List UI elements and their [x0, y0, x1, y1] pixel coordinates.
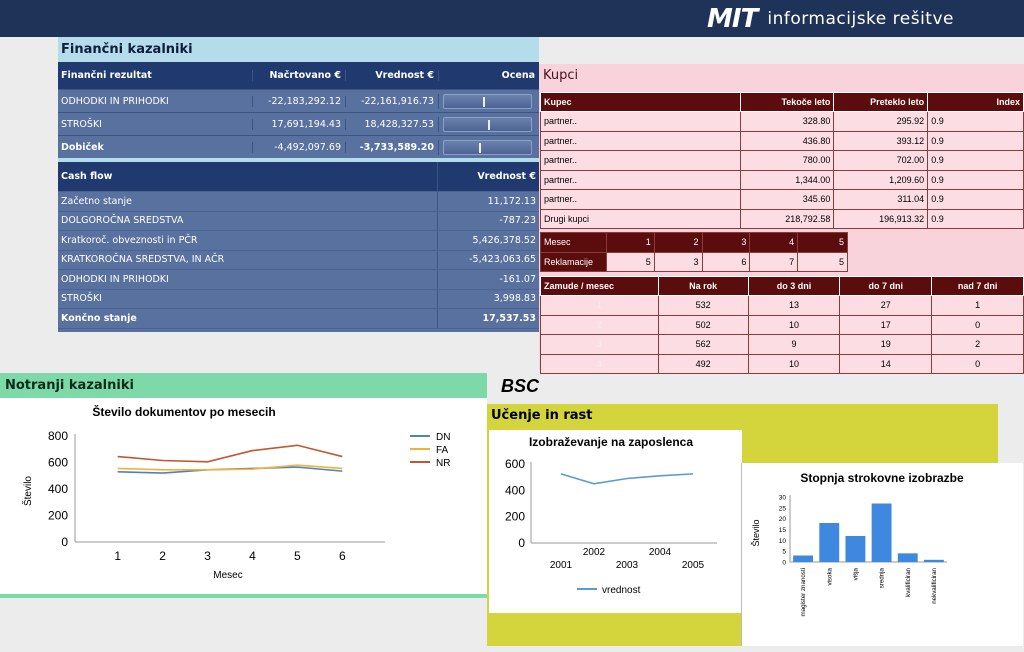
complaints-value: 7	[750, 252, 798, 272]
y-tick-label: 25	[778, 505, 786, 513]
header-cell: Zamude / mesec	[541, 277, 659, 296]
row-value: -787.23	[437, 212, 539, 231]
cashflow-row	[58, 251, 539, 271]
customer-value: 328.80	[741, 112, 834, 132]
cashflow-row	[58, 231, 539, 251]
customer-value: 0.9	[928, 131, 1024, 151]
row-label: Dobiček	[61, 141, 104, 153]
chart-title: Izobraževanje na zaposlenca	[528, 435, 694, 449]
x-tick-label: 2002	[582, 547, 606, 558]
x-tick-label: 2001	[549, 560, 573, 571]
header-cell: Na rok	[658, 277, 748, 296]
training-chart-container	[489, 430, 742, 613]
complaints-value: 6	[702, 252, 750, 272]
gauge-cell	[438, 140, 539, 155]
customer-value: 702.00	[834, 151, 928, 171]
customer-name: Drugi kupci	[541, 209, 741, 229]
month-cell: 5	[798, 233, 848, 253]
customer-value: 393.12	[834, 131, 928, 151]
x-tick-label: 2005	[681, 560, 705, 571]
series-line-vrednost	[561, 474, 693, 484]
delay-value: 10	[748, 354, 840, 374]
month-cell: 2	[654, 233, 702, 253]
delay-value: 1	[932, 296, 1024, 316]
bar	[819, 523, 839, 562]
row-value: 17,537.53	[437, 309, 539, 328]
month-cell: 3	[702, 233, 750, 253]
customer-value: 218,792.58	[741, 209, 834, 229]
delay-value: 14	[840, 354, 932, 374]
delay-value: 27	[840, 296, 932, 316]
customer-row	[541, 112, 1024, 132]
cashflow-header	[58, 162, 539, 192]
row-label: Končno stanje	[61, 312, 137, 324]
row-label: STROŠKI	[61, 293, 102, 305]
customer-name: partner..	[541, 170, 741, 190]
complaints-value: 5	[606, 252, 654, 272]
legend-label: DN	[436, 432, 451, 443]
x-tick-label: 2004	[648, 547, 672, 558]
bar	[898, 553, 918, 562]
customers-table	[540, 92, 1024, 229]
complaints-value: 5	[798, 252, 848, 272]
customer-value: 0.9	[928, 151, 1024, 171]
actual-value: -3,733,589.20	[345, 142, 438, 153]
actual-value: 18,428,327.53	[345, 119, 438, 130]
y-tick-label: 0	[518, 536, 525, 550]
customer-value: 311.04	[834, 190, 928, 210]
y-tick-label: 400	[47, 482, 68, 496]
customer-value: 0.9	[928, 190, 1024, 210]
month-cell: 3	[541, 335, 659, 355]
row-label: Začetno stanje	[61, 195, 132, 207]
delay-row	[541, 315, 1024, 335]
delay-value: 562	[658, 335, 748, 355]
chart-title: Število dokumentov po mesecih	[92, 405, 276, 419]
x-tick-label: višja	[852, 568, 860, 581]
header-cell: Ocena	[438, 70, 539, 81]
x-tick-label: nekvalificiran	[930, 568, 938, 604]
month-cell: 1	[606, 233, 654, 253]
delays-table	[540, 276, 1024, 374]
y-tick-label: 600	[504, 457, 525, 471]
customer-row	[541, 151, 1024, 171]
customer-value: 345.60	[741, 190, 834, 210]
y-tick-label: 5	[782, 548, 786, 556]
row-label: ODHODKI IN PRIHODKI	[61, 273, 169, 285]
y-tick-label: 0	[782, 559, 786, 567]
x-axis-label: Mesec	[213, 570, 243, 581]
legend-label: vrednost	[602, 585, 641, 596]
planned-value: -4,492,097.69	[252, 142, 345, 153]
bsc-label: BSC	[501, 376, 540, 396]
month-label: Mesec	[541, 233, 607, 253]
chart-title: Stopnja strokovne izobrazbe	[800, 471, 964, 485]
customer-name: partner..	[541, 190, 741, 210]
x-tick-label: magister znanosti	[800, 568, 808, 617]
header-cell: Vrednost €	[437, 162, 539, 191]
x-tick-label: kvalificiran	[904, 568, 912, 597]
top-bar	[0, 0, 1024, 37]
customer-value: 0.9	[928, 112, 1024, 132]
actual-value: -22,161,916.73	[345, 96, 438, 107]
delay-row	[541, 296, 1024, 316]
row-label: KRATKOROČNA SREDSTVA, IN AČR	[61, 254, 225, 266]
customer-value: 295.92	[834, 112, 928, 132]
y-axis-label: Število	[23, 475, 34, 507]
rating-gauge	[443, 94, 532, 109]
internal-indicators-panel	[0, 373, 487, 598]
customer-row	[541, 209, 1024, 229]
header-cell: Kupec	[541, 93, 741, 112]
complaints-value: 3	[654, 252, 702, 272]
training-per-employee-chart	[489, 430, 742, 613]
header-cell: Index	[928, 93, 1024, 112]
row-value: 5,426,378.52	[437, 231, 539, 250]
row-value: -5,423,063.65	[437, 251, 539, 270]
customer-value: 1,344.00	[741, 170, 834, 190]
delay-value: 13	[748, 296, 840, 316]
header-cell: Vrednost €	[345, 70, 438, 81]
y-tick-label: 400	[504, 483, 525, 498]
row-label: Kratkoroč. obveznosti in PČR	[61, 234, 198, 246]
planned-value: -22,183,292.12	[252, 96, 345, 107]
x-tick-label: 4	[249, 549, 256, 563]
delay-value: 492	[658, 354, 748, 374]
customer-value: 780.00	[741, 151, 834, 171]
y-tick-label: 200	[504, 509, 525, 524]
complaints-table	[540, 232, 848, 272]
delay-value: 17	[840, 315, 932, 335]
cashflow-row	[58, 270, 539, 290]
financial-result-row	[58, 136, 539, 162]
gauge-needle	[483, 97, 485, 107]
education-level-chart	[742, 463, 1024, 646]
y-tick-label: 20	[778, 516, 786, 524]
customer-row	[541, 190, 1024, 210]
y-tick-label: 200	[47, 508, 68, 523]
bar	[872, 504, 892, 563]
customer-name: partner..	[541, 131, 741, 151]
delay-value: 19	[840, 335, 932, 355]
y-tick-label: 10	[778, 537, 786, 545]
row-label: STROŠKI	[61, 118, 102, 130]
delay-row	[541, 354, 1024, 374]
legend-label: FA	[436, 445, 449, 456]
customer-value: 1,209.60	[834, 170, 928, 190]
gauge-cell	[438, 117, 539, 132]
x-tick-label: 1	[114, 549, 122, 563]
financial-result-header	[58, 62, 539, 90]
x-tick-label: 5	[294, 549, 301, 563]
month-cell: 4	[541, 354, 659, 374]
cashflow-row	[58, 309, 539, 329]
learning-growth-title: Učenje in rast	[491, 408, 593, 423]
financial-result-row	[58, 113, 539, 136]
internal-indicators-title: Notranji kazalniki	[0, 373, 487, 398]
customer-value: 0.9	[928, 170, 1024, 190]
kupci-panel-title: Kupci	[543, 68, 579, 83]
bar	[845, 536, 865, 562]
delay-row	[541, 335, 1024, 355]
customer-value: 196,913.32	[834, 209, 928, 229]
brand-logo	[707, 4, 954, 34]
header-cell: Cash flow	[61, 171, 113, 182]
rating-gauge	[443, 140, 532, 155]
education-chart-container	[741, 463, 1023, 646]
row-label: DOLGOROČNA SREDSTVA	[61, 215, 184, 227]
y-tick-label: 15	[778, 527, 786, 534]
header-cell: Načrtovano €	[252, 70, 345, 81]
delay-value: 0	[932, 315, 1024, 335]
header-cell: do 7 dni	[840, 277, 932, 296]
x-tick-label: 2003	[615, 560, 639, 571]
complaints-label: Reklamacije	[541, 252, 607, 272]
cashflow-row	[58, 212, 539, 232]
month-cell: 1	[541, 296, 659, 316]
brand-logo-text: informacijske rešitve	[767, 9, 954, 29]
x-tick-label: 6	[338, 549, 346, 563]
y-tick-label: 800	[47, 429, 68, 443]
delay-value: 532	[658, 296, 748, 316]
gauge-cell	[438, 94, 539, 109]
delay-value: 502	[658, 315, 748, 335]
cashflow-row	[58, 290, 539, 310]
row-value: 3,998.83	[437, 290, 539, 309]
financial-result-row	[58, 90, 539, 113]
bar	[924, 560, 944, 562]
header-cell: do 3 dni	[748, 277, 840, 296]
brand-logo-mark: MIT	[707, 4, 758, 34]
y-tick-label: 30	[778, 494, 786, 502]
cashflow-rows	[58, 192, 539, 329]
header-cell: Tekoče leto	[741, 93, 834, 112]
y-tick-label: 600	[47, 455, 68, 470]
customer-name: partner..	[541, 112, 741, 132]
cashflow-row	[58, 192, 539, 212]
customer-value: 436.80	[741, 131, 834, 151]
bar	[793, 556, 813, 563]
legend-label: NR	[436, 458, 451, 469]
series-line-nr	[118, 445, 343, 462]
header-cell: nad 7 dni	[932, 277, 1024, 296]
documents-per-month-chart	[0, 398, 487, 594]
financial-panel-title: Finančni kazalniki	[58, 37, 539, 62]
row-label: ODHODKI IN PRIHODKI	[61, 95, 169, 107]
y-tick-label: 0	[61, 535, 68, 549]
delay-value: 2	[932, 335, 1024, 355]
row-value: -161.07	[437, 270, 539, 289]
header-cell: Preteklo leto	[834, 93, 928, 112]
kupci-panel	[539, 64, 1024, 370]
header-cell: Finančni rezultat	[61, 70, 152, 81]
row-value: 11,172.13	[437, 192, 539, 211]
customer-value: 0.9	[928, 209, 1024, 229]
x-tick-label: 3	[204, 549, 211, 563]
customer-row	[541, 170, 1024, 190]
customer-row	[541, 131, 1024, 151]
x-tick-label: 2	[159, 549, 166, 563]
x-tick-label: visoka	[826, 568, 834, 586]
delay-value: 0	[932, 354, 1024, 374]
delay-value: 9	[748, 335, 840, 355]
month-cell: 2	[541, 315, 659, 335]
customer-name: partner..	[541, 151, 741, 171]
delay-value: 10	[748, 315, 840, 335]
y-axis-label: Število	[751, 519, 761, 547]
gauge-needle	[488, 120, 490, 130]
month-cell: 4	[750, 233, 798, 253]
planned-value: 17,691,194.43	[252, 119, 345, 130]
financial-panel	[58, 37, 539, 332]
x-tick-label: srednja	[878, 568, 886, 589]
gauge-needle	[479, 143, 481, 153]
rating-gauge	[443, 117, 532, 132]
